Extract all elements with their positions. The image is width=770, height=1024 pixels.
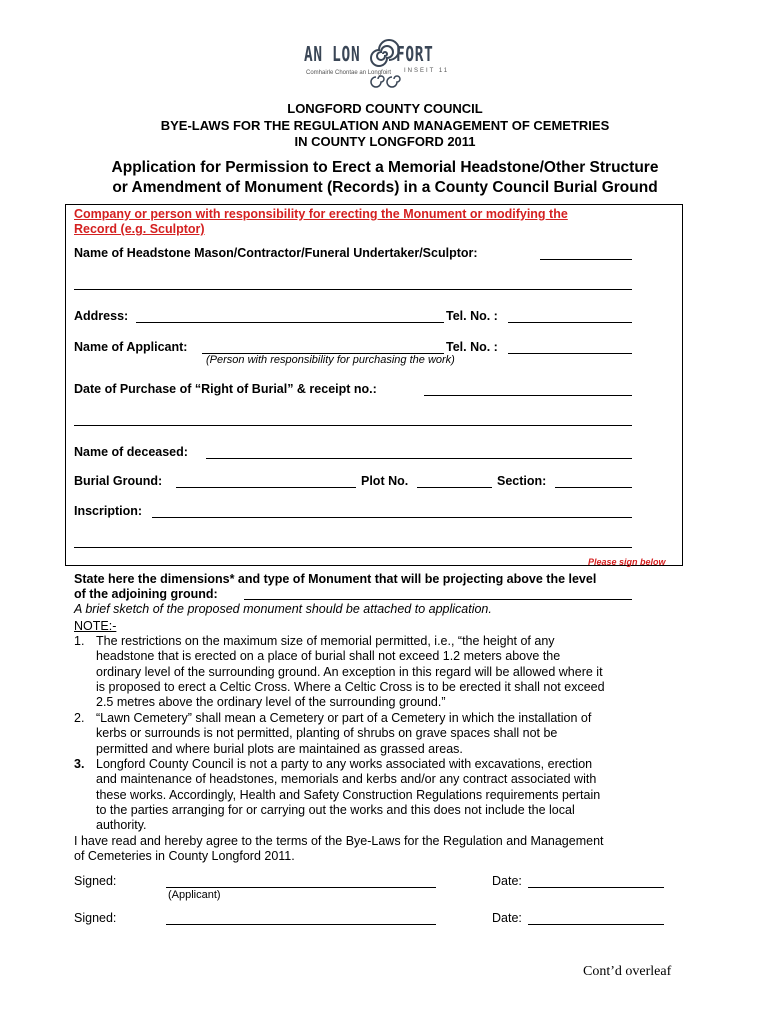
section-label: Section: <box>497 474 547 488</box>
purchase-field[interactable] <box>424 395 632 396</box>
date-label-2: Date: <box>492 911 522 925</box>
note-heading: NOTE:- <box>74 619 117 633</box>
note-2-text: “Lawn Cemetery” shall mean a Cemetery or part of a Cemetery in which the installation of kerbs or surrounds is not permitted, planting of shrubs on grave spaces shall not be permitted and where burial plots are maintained as grassed areas. <box>96 711 592 756</box>
council-logo <box>304 42 448 90</box>
signed-label-1: Signed: <box>74 874 117 888</box>
continued-overleaf: Cont’d overleaf <box>583 964 672 979</box>
plot-field[interactable] <box>417 487 492 488</box>
date-field-2[interactable] <box>528 924 664 925</box>
purchase-label: Date of Purchase of “Right of Burial” & receipt no.: <box>74 382 377 396</box>
logo-text-right: FORT <box>396 42 434 66</box>
agreement-line2: of Cemeteries in County Longford 2011. <box>74 849 295 863</box>
tel-field[interactable] <box>508 322 632 323</box>
form-title-line1: Application for Permission to Erect a Memorial Headstone/Other Structure <box>111 159 659 176</box>
note-3-number: 3. <box>74 757 85 771</box>
form-title-line2: or Amendment of Monument (Records) in a County Council Burial Ground <box>112 179 658 196</box>
spiral-logo-icon <box>370 40 396 68</box>
second-signature-field[interactable] <box>166 924 436 925</box>
address-label: Address: <box>74 309 129 323</box>
mason-field-continued[interactable] <box>74 289 632 290</box>
logo-subtitle-right: INSEIT 11 <box>404 68 450 74</box>
please-sign-note: Please sign below <box>588 557 666 567</box>
date-field-1[interactable] <box>528 887 664 888</box>
spiral-decoration-icon <box>370 72 410 86</box>
logo-subtitle-irish: Comhairle Chontae an Longfoirt <box>306 70 392 76</box>
note-1-text: The restrictions on the maximum size of memorial permitted, i.e., “the height of any headstone that is erected on a place of burial shall not exceed 1.2 meters above the ordinary level of the surrounding ground. An exception in this regard will be allowed where it is proposed to erect a Celtic Cross. Where a Celtic Cross is to be erected it shall not exceed 2.5 metres above the ordinary level of the surrounding ground.” <box>96 634 605 710</box>
dimensions-label-line1: State here the dimensions* and type of Monument that will be projecting above the level <box>74 572 597 586</box>
inscription-field-continued[interactable] <box>74 547 632 548</box>
responsibility-heading-line1: Company or person with responsibility for erecting the Monument or modifying the <box>74 207 568 221</box>
address-field[interactable] <box>136 322 444 323</box>
plot-label: Plot No. <box>361 474 409 488</box>
note-1-number: 1. <box>74 634 85 648</box>
tel-label-2: Tel. No. : <box>446 340 498 354</box>
burial-ground-label: Burial Ground: <box>74 474 163 488</box>
deceased-field[interactable] <box>206 458 632 459</box>
signed-label-2: Signed: <box>74 911 117 925</box>
agreement-line1: I have read and hereby agree to the terms of the Bye-Laws for the Regulation and Management <box>74 834 604 848</box>
mason-label: Name of Headstone Mason/Contractor/Funeral Undertaker/Sculptor: <box>74 246 478 260</box>
deceased-label: Name of deceased: <box>74 445 188 459</box>
section-field[interactable] <box>555 487 632 488</box>
note-3-text: Longford County Council is not a party to any works associated with excavations, erection and maintenance of headstones, memorials and kerbs and/or any contract associated with these works. Accordingly, Health and Safety Construction Regulations requirements pertain to the parties arranging for or carrying out the works and this does not include the local authority. <box>96 757 601 833</box>
dimensions-field[interactable] <box>244 599 632 600</box>
council-heading: LONGFORD COUNTY COUNCIL <box>287 101 483 116</box>
responsibility-heading-line2: Record (e.g. Sculptor) <box>74 222 205 236</box>
date-label-1: Date: <box>492 874 522 888</box>
mason-field[interactable] <box>540 259 632 260</box>
tel-label: Tel. No. : <box>446 309 498 323</box>
note-2-number: 2. <box>74 711 85 725</box>
applicant-label: Name of Applicant: <box>74 340 188 354</box>
byelaws-heading: BYE-LAWS FOR THE REGULATION AND MANAGEMENT OF CEMETRIES <box>160 118 610 133</box>
county-heading: IN COUNTY LONGFORD 2011 <box>294 134 476 149</box>
dimensions-label-line2: of the adjoining ground: <box>74 587 218 601</box>
burial-ground-field[interactable] <box>176 487 356 488</box>
tel-field-2[interactable] <box>508 353 632 354</box>
applicant-caption: (Applicant) <box>168 889 221 901</box>
applicant-signature-field[interactable] <box>166 887 436 888</box>
logo-text-left: AN LON <box>304 42 361 66</box>
inscription-field[interactable] <box>152 517 632 518</box>
sketch-note: A brief sketch of the proposed monument should be attached to application. <box>74 602 492 616</box>
inscription-label: Inscription: <box>74 504 143 518</box>
purchase-field-continued[interactable] <box>74 425 632 426</box>
applicant-hint: (Person with responsibility for purchasing the work) <box>206 354 455 366</box>
